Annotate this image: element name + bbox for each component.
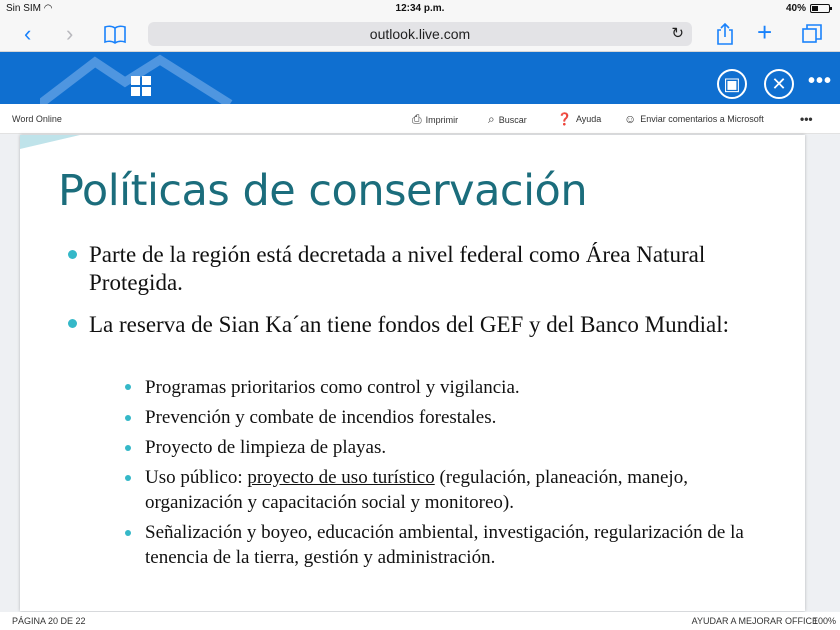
command-more-icon[interactable]: •••: [800, 112, 813, 126]
back-icon[interactable]: ‹: [24, 21, 32, 46]
print-label: Imprimir: [425, 114, 459, 125]
search-label: Buscar: [498, 114, 527, 125]
sub-bullet-dot: [125, 445, 131, 451]
clock: 12:34 p.m.: [395, 3, 445, 14]
help-label: Ayuda: [575, 114, 602, 124]
sub-bullet-dot: [125, 475, 131, 481]
bookmarks-icon[interactable]: [103, 24, 127, 49]
sub-bullet-3: Proyecto de limpieza de playas.: [145, 437, 387, 458]
app-brand: Word Online: [12, 114, 62, 124]
print-button[interactable]: [412, 112, 458, 127]
app-launcher-icon[interactable]: [131, 76, 151, 96]
sub-bullet-dot: [125, 384, 131, 390]
feedback-button[interactable]: [624, 112, 764, 126]
sub-bullet-2: Prevención y combate de incendios forestales.: [145, 407, 497, 428]
help-improve-link[interactable]: AYUDAR A MEJORAR OFFICE: [691, 616, 818, 626]
page-indicator: PÁGINA 20 DE 22: [12, 616, 86, 626]
office-header: [0, 52, 840, 104]
search-icon: ⌕: [488, 112, 495, 126]
url-text: outlook.live.com: [369, 26, 471, 42]
carrier-text: Sin SIM: [6, 3, 42, 14]
sub-bullet-dot: [125, 415, 131, 421]
help-icon: ❓: [557, 112, 572, 126]
smiley-icon: ☺: [624, 112, 637, 126]
tourism-project-link[interactable]: proyecto de uso turístico: [247, 467, 435, 488]
slide-corner-decoration: [20, 135, 80, 155]
status-footer: [0, 612, 840, 630]
new-tab-icon[interactable]: +: [757, 17, 773, 47]
more-options-icon[interactable]: •••: [808, 70, 833, 92]
sub-bullet-1: Programas prioritarios como control y vigilancia.: [145, 377, 520, 398]
wifi-icon: ◠: [43, 3, 53, 14]
search-button[interactable]: [488, 112, 527, 127]
sub-bullet-4-prefix: Uso público:: [145, 467, 248, 488]
battery-fill: [812, 6, 818, 11]
bullet-2: La reserva de Sian Ka´an tiene fondos del GEF y del Banco Mundial:: [89, 312, 729, 337]
slide-title: Políticas de conservación: [58, 166, 588, 216]
sub-bullet-4: [145, 465, 765, 515]
battery-percent: 40%: [785, 3, 806, 14]
sub-bullet-5: Señalización y boyeo, educación ambiental, investigación, regularización de la tenencia de la tierra, gestión y administración.: [145, 522, 744, 568]
reading-view-icon[interactable]: ▣: [717, 69, 747, 99]
share-icon[interactable]: [715, 22, 735, 51]
browser-toolbar: [0, 18, 840, 52]
battery-icon: [810, 4, 830, 13]
bullet-dot: [68, 250, 77, 259]
sub-bullet-4-rest: (regulación, planeación, manejo, organización y capacitación social y monitoreo).: [145, 467, 688, 513]
close-icon[interactable]: ✕: [764, 69, 794, 99]
command-bar: [0, 104, 840, 134]
sub-bullet-dot: [125, 530, 131, 536]
bullet-dot: [68, 319, 77, 328]
battery-indicator: [786, 3, 830, 14]
help-button[interactable]: [557, 112, 601, 126]
bullet-1: Parte de la región está decretada a nivel federal como Área Natural Protegida.: [89, 242, 706, 295]
tabs-icon[interactable]: [801, 23, 823, 50]
feedback-label: Enviar comentarios a Microsoft: [640, 114, 764, 124]
address-bar[interactable]: [148, 22, 692, 46]
reload-icon[interactable]: ↻: [671, 25, 684, 42]
printer-icon: ⎙: [412, 112, 422, 126]
ios-status-bar: [0, 0, 840, 18]
forward-icon[interactable]: ›: [66, 21, 74, 46]
zoom-level[interactable]: 100%: [812, 616, 836, 626]
